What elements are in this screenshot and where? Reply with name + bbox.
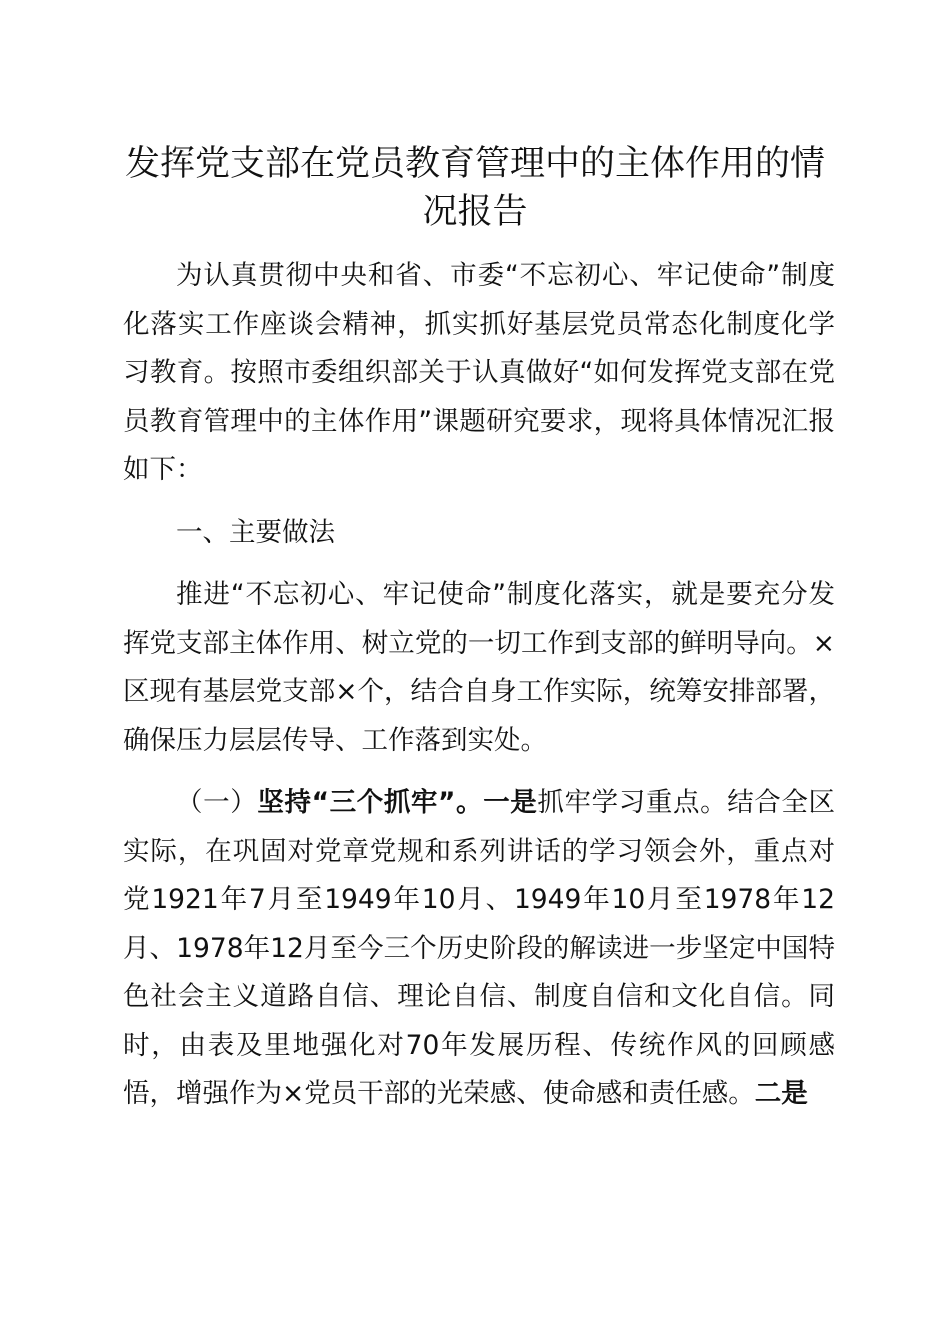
point-two-label: 二是 <box>754 1078 808 1109</box>
document-title: 发挥党支部在党员教育管理中的主体作用的情况报告 <box>124 144 825 232</box>
subsection-label: （一） <box>176 787 258 818</box>
document-body <box>123 252 835 1133</box>
section-paragraph: 推进“不忘初心、牢记使命”制度化落实，就是要充分发挥党支部主体作用、树立党的一切工作到支部的鲜明导向。×区现有基层党支部×个，结合自身工作实际，统筹安排部署，确保压力层层传导、工作落到实处。 <box>123 579 835 756</box>
point-one-label: 一是 <box>483 787 538 818</box>
intro-paragraph: 为认真贯彻中央和省、市委“不忘初心、牢记使命”制度化落实工作座谈会精神，抓实抓好基层党员常态化制度化学习教育。按照市委组织部关于认真做好“如何发挥党支部在党员教育管理中的主体作用”课题研究要求，现将具体情况汇报如下： <box>123 260 835 485</box>
section-heading: 一、主要做法 <box>176 516 335 548</box>
point-one-text: 抓牢学习重点。结合全区实际，在巩固对党章党规和系列讲话的学习领会外，重点对党1921年7月至1949年10月、1949年10月至1978年12月、1978年12月至今三个历史阶段的解读进一步坚定中国特色社会主义道路自信、理论自信、制度自信和文化自信。同时，由表及里地强化对70年发展历程、传统作风的回顾感悟，增强作为×党员干部的光荣感、使命感和责任感。 <box>123 787 836 1109</box>
subsection-heading: 坚持“三个抓牢”。 <box>257 787 484 818</box>
subsection-paragraph <box>123 779 835 1119</box>
